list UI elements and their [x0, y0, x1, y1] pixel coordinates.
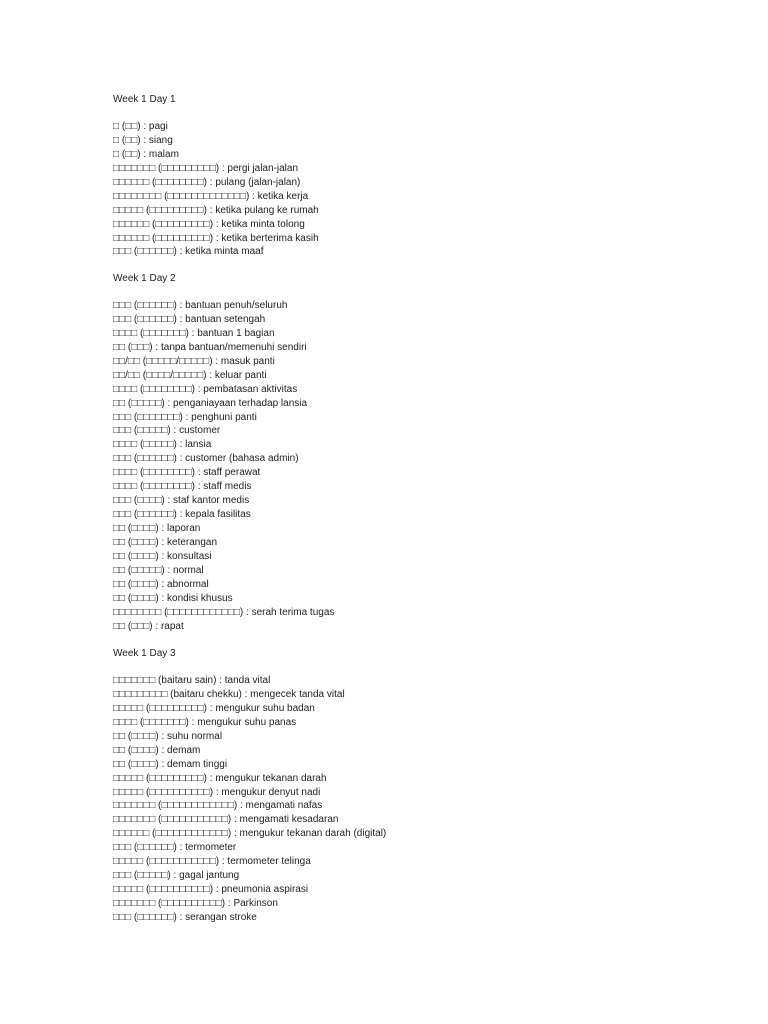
vocab-entry: □□□ (□□□□) : staf kantor medis [113, 495, 250, 507]
vocab-entry: □□□□□□□ (□□□□□□□□□) : pergi jalan-jalan [113, 162, 299, 174]
section-week1-day2 [113, 272, 334, 634]
vocab-entry: □□□ (□□□□□□) : termometer [113, 842, 237, 854]
vocab-entry: □□ (□□□□) : suhu normal [113, 730, 223, 742]
vocab-entry: □□□□□□ (□□□□□□□□) : pulang (jalan-jalan) [113, 176, 301, 188]
section-heading: Week 1 Day 3 [113, 648, 176, 659]
vocab-entry: □□ (□□□□) : kondisi khusus [113, 592, 233, 604]
vocab-entry: □□□□□ (□□□□□□□□□) : mengukur suhu badan [113, 702, 315, 714]
vocab-entry: □□□□□□ (□□□□□□□□□□□□) : mengukur tekanan darah (digital) [113, 828, 387, 840]
vocab-entry: □□□□□ (□□□□□□□□□□□) : termometer telinga [113, 856, 311, 868]
vocab-entry: □□□□□ (□□□□□□□□□□) : mengukur denyut nadi [113, 786, 321, 798]
vocab-list [113, 120, 319, 259]
vocab-entry: □□□□□ (□□□□□□□□□) : mengukur tekanan darah [113, 772, 327, 784]
vocab-entry: □□□ (□□□□□□) : customer (bahasa admin) [113, 453, 299, 465]
vocab-entry: □□/□□ (□□□□/□□□□□) : keluar panti [113, 369, 267, 381]
vocab-entry: □□□ (□□□□□□) : bantuan penuh/seluruh [113, 300, 288, 311]
vocab-entry: □□□□ (□□□□□□□) : mengukur suhu panas [113, 716, 297, 728]
vocab-entry: □□□□□□□□ (□□□□□□□□□□□□□) : ketika kerja [113, 190, 309, 202]
vocab-entry: □□ (□□□) : rapat [113, 620, 184, 632]
vocab-entry: □□□ (□□□□□) : customer [113, 425, 221, 437]
vocab-entry: □□□□□□□□ (□□□□□□□□□□□□) : serah terima tugas [113, 606, 335, 618]
vocab-entry: □□ (□□□□□) : penganiayaan terhadap lansia [113, 397, 308, 409]
vocab-entry: □□ (□□□□) : laporan [113, 523, 201, 534]
vocab-list [113, 299, 334, 634]
vocab-entry: □□□□ (□□□□□□□□) : staff medis [113, 481, 252, 493]
vocab-entry: □□□ (□□□□□□) : ketika minta maaf [113, 246, 264, 258]
vocab-entry: □□ (□□□) : tanpa bantuan/memenuhi sendiri [113, 341, 307, 353]
section-week1-day1 [113, 93, 319, 259]
vocab-entry: □□□ (□□□□□□□) : penghuni panti [113, 411, 257, 423]
vocab-entry: □□□□□□□ (□□□□□□□□□□□) : mengamati kesadaran [113, 814, 339, 826]
vocab-list [113, 674, 386, 925]
section-week1-day3 [113, 647, 386, 925]
vocab-entry: □□□□□□□□□ (baitaru chekku) : mengecek tanda vital [113, 688, 345, 700]
vocab-entry: □□ (□□□□) : abnormal [113, 578, 209, 590]
vocab-entry: □□□□□ (□□□□□□□□□□) : pneumonia aspirasi [113, 884, 309, 896]
vocab-entry: □□□□ (□□□□□) : lansia [113, 439, 212, 451]
vocab-entry: □□□□ (□□□□□□□□) : staff perawat [113, 467, 261, 479]
section-heading: Week 1 Day 2 [113, 273, 176, 284]
vocab-entry: □□□□□ (□□□□□□□□□) : ketika pulang ke rumah [113, 204, 319, 216]
vocab-entry: □□□□ (□□□□□□□) : bantuan 1 bagian [113, 327, 275, 339]
vocab-entry: □□□□□□□ (baitaru sain) : tanda vital [113, 675, 271, 686]
vocab-entry: □□□ (□□□□□□) : bantuan setengah [113, 313, 266, 325]
vocab-entry: □□□□□□ (□□□□□□□□□) : ketika minta tolong [113, 218, 305, 230]
vocab-entry: □□□□ (□□□□□□□□) : pembatasan aktivitas [113, 383, 298, 395]
vocab-entry: □□ (□□□□) : konsultasi [113, 550, 212, 562]
vocab-entry: □□□ (□□□□□) : gagal jantung [113, 870, 240, 882]
vocab-entry: □□□□□□□ (□□□□□□□□□□) : Parkinson [113, 898, 278, 909]
vocab-entry: □□ (□□□□) : demam [113, 744, 201, 756]
vocab-entry: □□ (□□□□) : keterangan [113, 536, 218, 548]
vocab-entry: □□□□□□□ (□□□□□□□□□□□□) : mengamati nafas [113, 800, 323, 812]
section-heading: Week 1 Day 1 [113, 94, 176, 105]
vocab-entry: □ (□□) : pagi [113, 121, 168, 132]
vocab-entry: □□□ (□□□□□□) : serangan stroke [113, 911, 257, 923]
vocab-entry: □□ (□□□□□) : normal [113, 564, 204, 576]
vocab-entry: □□□□□□ (□□□□□□□□□) : ketika berterima kasih [113, 232, 319, 244]
vocab-entry: □□ (□□□□) : demam tinggi [113, 758, 228, 770]
vocab-entry: □□□ (□□□□□□) : kepala fasilitas [113, 509, 251, 521]
vocab-entry: □ (□□) : malam [113, 148, 179, 160]
vocab-entry: □ (□□) : siang [113, 134, 173, 146]
vocab-entry: □□/□□ (□□□□□/□□□□□) : masuk panti [113, 355, 275, 367]
